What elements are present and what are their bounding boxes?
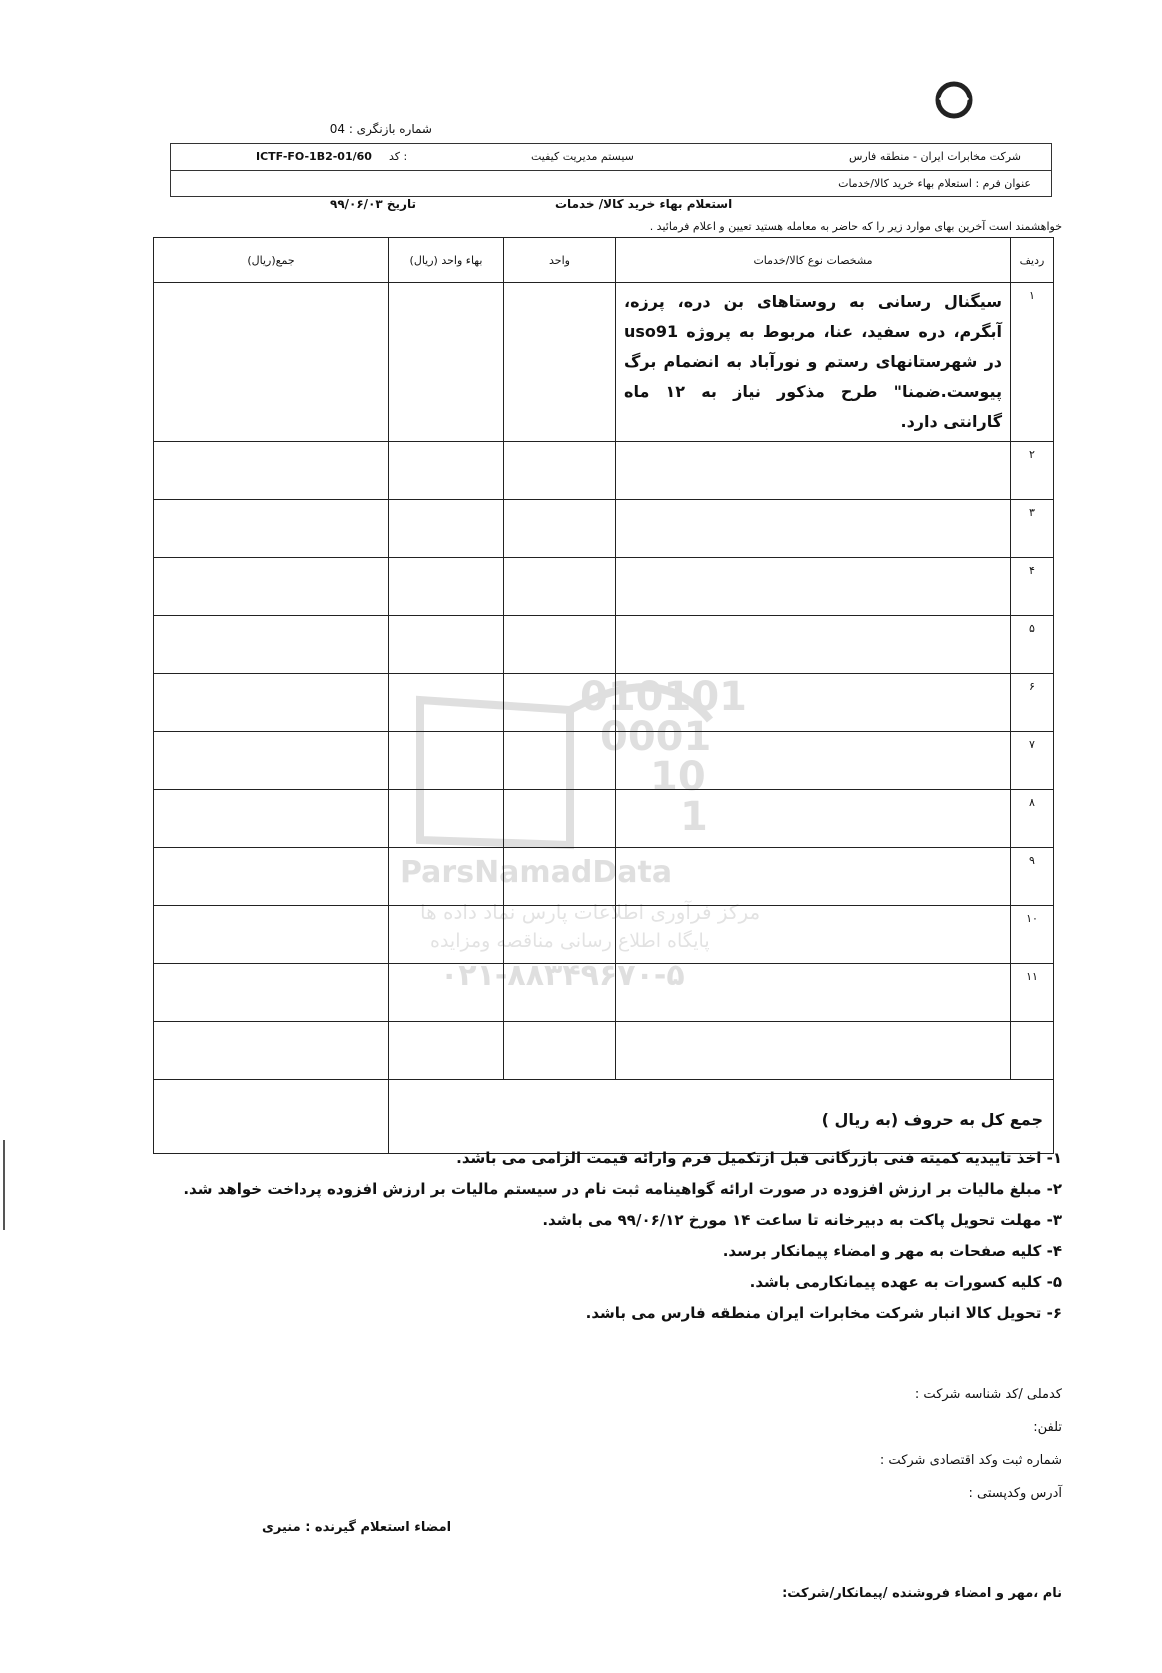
- table-row: [154, 1022, 1054, 1080]
- seller-signature: نام ،مهر و امضاء فروشنده /پیمانکار/شرکت:: [782, 1586, 1062, 1601]
- unit-cell: [504, 558, 616, 616]
- item-description: [616, 790, 1011, 848]
- item-description: [616, 906, 1011, 964]
- item-description: [616, 1022, 1011, 1080]
- unit-cell: [504, 674, 616, 732]
- unit-price-cell: [389, 500, 504, 558]
- unit-cell: [504, 1022, 616, 1080]
- table-row: [154, 848, 1054, 906]
- unit-price-cell: [389, 442, 504, 500]
- item-description: سیگنال رسانی به روستاهای بن دره، پرزه، آبگرم، دره سفید، عنا، مربوط به پروژه uso91 در شهرستانهای رستم و نورآباد به انضمام برگ پیوست.ضمنا" طرح مذکور نیاز به ۱۲ ماه گارانتی دارد.: [616, 283, 1011, 442]
- total-cell: [154, 790, 389, 848]
- quality-system: سیستم مدیریت کیفیت: [531, 150, 634, 163]
- unit-price-cell: [389, 558, 504, 616]
- total-cell: [154, 1022, 389, 1080]
- address-field: آدرس وکدپستی :: [968, 1486, 1062, 1501]
- company-name: شرکت مخابرات ایران - منطقه فارس: [848, 150, 1021, 163]
- svg-text:010101: 010101: [580, 674, 747, 720]
- note-item: ۴- کلیه صفحات به مهر و امضاء پیمانکار برسد.: [722, 1242, 1062, 1260]
- phone-field: تلفن:: [1033, 1420, 1062, 1435]
- item-description: [616, 442, 1011, 500]
- national-id-field: کدملی /کد شناسه شرکت :: [914, 1387, 1062, 1402]
- item-description: [616, 500, 1011, 558]
- row-number: ۶: [1011, 674, 1054, 732]
- table-row: [154, 442, 1054, 500]
- item-description: [616, 964, 1011, 1022]
- total-cell: [154, 616, 389, 674]
- note-item: ۵- کلیه کسورات به عهده پیمانکارمی باشد.: [749, 1273, 1062, 1291]
- table-row: [154, 790, 1054, 848]
- table-row: [154, 500, 1054, 558]
- total-cell: [154, 442, 389, 500]
- total-cell: [154, 848, 389, 906]
- company-fields: [880, 1378, 1062, 1510]
- table-row: [154, 558, 1054, 616]
- note-item: ۲- مبلغ مالیات بر ارزش افزوده در صورت ارائه گواهینامه ثبت نام در سیستم مالیات بر ارزش افزوده پرداخت خواهد شد.: [183, 1180, 1062, 1198]
- unit-price-cell: [389, 616, 504, 674]
- total-in-words-label: جمع کل به حروف (به ریال ): [389, 1080, 1054, 1154]
- table-row: [154, 674, 1054, 732]
- company-logo-icon: [930, 78, 978, 122]
- unit-cell: [504, 442, 616, 500]
- unit-price-cell: [389, 790, 504, 848]
- row-number: ۴: [1011, 558, 1054, 616]
- unit-cell: [504, 848, 616, 906]
- table-row: [154, 906, 1054, 964]
- unit-price-cell: [389, 1022, 504, 1080]
- table-row: [154, 732, 1054, 790]
- note-item: ۱- اخذ تاییدیه کمیته فنی بازرگانی قبل ازتکمیل فرم وارائه قیمت الزامی می باشد.: [456, 1149, 1062, 1167]
- item-description: [616, 558, 1011, 616]
- total-cell: [154, 558, 389, 616]
- item-description: [616, 674, 1011, 732]
- table-row: [154, 616, 1054, 674]
- unit-price-cell: [389, 848, 504, 906]
- table-row: [154, 964, 1054, 1022]
- registration-field: شماره ثبت وکد اقتصادی شرکت :: [879, 1453, 1062, 1468]
- note-item: ۶- تحویل کالا انبار شرکت مخابرات ایران منطقه فارس می باشد.: [585, 1304, 1062, 1322]
- unit-price-cell: [389, 964, 504, 1022]
- unit-price-cell: [389, 906, 504, 964]
- unit-cell: [504, 500, 616, 558]
- row-number: ۲: [1011, 442, 1054, 500]
- svg-text:10: 10: [650, 754, 706, 800]
- watermark-line2: پایگاه اطلاع رسانی مناقصه ومزایده: [430, 930, 710, 952]
- svg-text:0001: 0001: [600, 714, 712, 760]
- item-description: [616, 848, 1011, 906]
- unit-cell: [504, 732, 616, 790]
- code-label: کد :: [389, 150, 408, 163]
- revision-number: شماره بازنگری : 04: [329, 122, 432, 136]
- watermark-line1: مرکز فرآوری اطلاعات پارس نماد داده ها: [420, 900, 761, 924]
- notes-list: [162, 1143, 1062, 1329]
- row-number: ۵: [1011, 616, 1054, 674]
- unit-price-cell: [389, 283, 504, 442]
- total-cell: [154, 674, 389, 732]
- table-row: [154, 283, 1054, 442]
- row-number: [1011, 1022, 1054, 1080]
- receiver-signature: امضاء استعلام گیرنده : منیری: [262, 1520, 452, 1535]
- document-title: استعلام بهاء خرید کالا/ خدمات: [555, 197, 733, 211]
- col-header-unit-price: بهاء واحد (ریال): [389, 238, 504, 283]
- col-header-row: ردیف: [1011, 238, 1054, 283]
- row-number: ۷: [1011, 732, 1054, 790]
- watermark-brand: ParsNamadData: [400, 855, 673, 890]
- form-code: ICTF-FO-1B2-01/60: [256, 150, 372, 163]
- row-number: ۱: [1011, 283, 1054, 442]
- col-header-total: جمع(ریال): [154, 238, 389, 283]
- scan-edge-mark: [3, 1140, 5, 1230]
- row-number: ۹: [1011, 848, 1054, 906]
- form-header-box: [170, 143, 1052, 197]
- item-description: [616, 616, 1011, 674]
- total-cell: [154, 906, 389, 964]
- row-number: ۳: [1011, 500, 1054, 558]
- col-header-unit: واحد: [504, 238, 616, 283]
- row-number: ۱۰: [1011, 906, 1054, 964]
- row-number: ۸: [1011, 790, 1054, 848]
- request-text: خواهشمند است آخرین بهای موارد زیر را که حاضر به معامله هستید تعیین و اعلام فرمائید .: [649, 220, 1062, 233]
- col-header-desc: مشخصات نوع کالا/خدمات: [616, 238, 1011, 283]
- unit-price-cell: [389, 674, 504, 732]
- row-number: ۱۱: [1011, 964, 1054, 1022]
- unit-price-cell: [389, 732, 504, 790]
- unit-cell: [504, 283, 616, 442]
- note-item: ۳- مهلت تحویل پاکت به دبیرخانه تا ساعت ۱۴ مورخ ۹۹/۰۶/۱۲ می باشد.: [542, 1211, 1062, 1229]
- unit-cell: [504, 964, 616, 1022]
- total-cell: [154, 283, 389, 442]
- items-table: [153, 237, 1054, 1154]
- unit-cell: [504, 616, 616, 674]
- svg-text:1: 1: [680, 794, 708, 840]
- total-cell: [154, 964, 389, 1022]
- unit-cell: [504, 790, 616, 848]
- form-title: عنوان فرم : استعلام بهاء خرید کالا/خدمات: [838, 177, 1031, 190]
- document-date: تاریخ ۹۹/۰۶/۰۳: [330, 197, 416, 211]
- total-cell: [154, 732, 389, 790]
- total-cell: [154, 500, 389, 558]
- unit-cell: [504, 906, 616, 964]
- item-description: [616, 732, 1011, 790]
- watermark-phone: ۰۲۱-۸۸۳۴۹۶۷۰-۵: [440, 958, 685, 993]
